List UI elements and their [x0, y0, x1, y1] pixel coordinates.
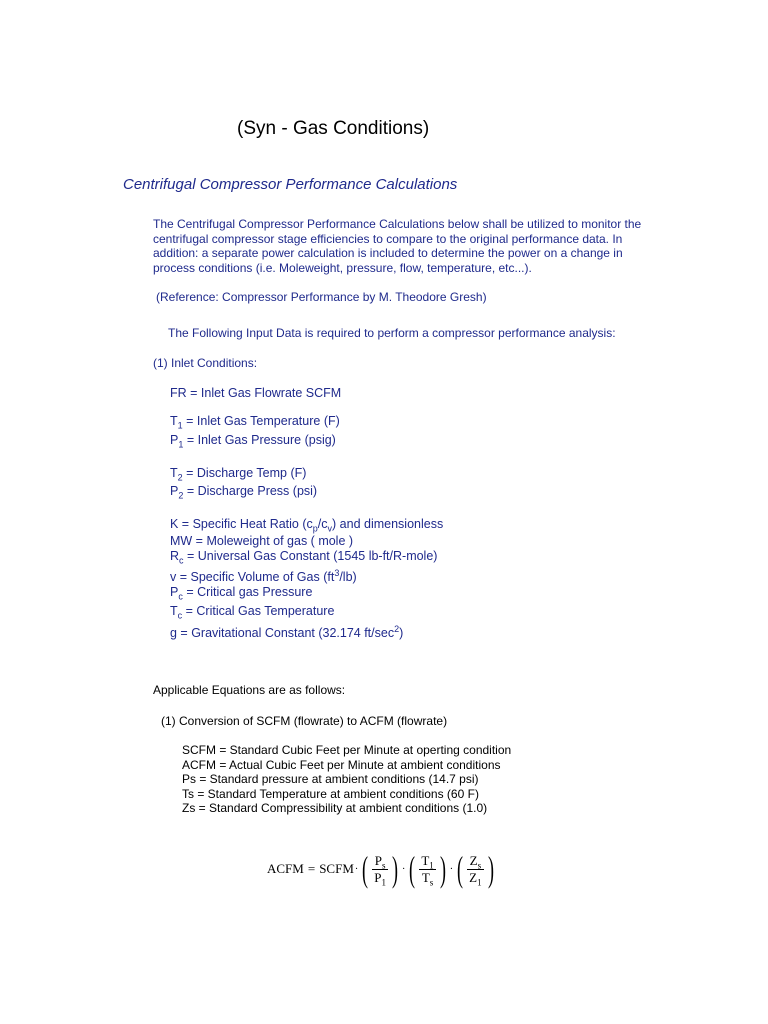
temperature-ratio: ( $\frac{T_1}{T_s}$ ) [409, 849, 446, 889]
rc-definition: $R_c$ = Universal Gas Constant (1545 lb-ft/R-mole) [170, 549, 438, 566]
multiply-dot: · [401, 863, 406, 875]
definition-ps: Ps = Standard pressure at ambient conditions (14.7 psi) [182, 772, 479, 786]
formula-lhs: ACFM [267, 861, 304, 876]
k-definition: K = Specific Heat Ratio $(c_p/c_v)$ and dimensionless [170, 517, 444, 534]
pc-definition: $P_c$ = Critical gas Pressure [170, 585, 313, 602]
reference-note: (Reference: Compressor Performance by M. Theodore Gresh) [156, 290, 487, 304]
tc-definition: $T_c$ = Critical Gas Temperature [170, 604, 335, 621]
g-definition: g = Gravitational Constant (32.174 $ft/\sec^2$) [170, 623, 404, 640]
p2-definition: $P_2$ = Discharge Press (psi) [170, 484, 318, 501]
definition-zs: Zs = Standard Compressibility at ambient conditions (1.0) [182, 801, 488, 815]
inlet-heading: (1) Inlet Conditions: [153, 356, 258, 370]
p1-definition: $P_1$ = Inlet Gas Pressure (psig) [170, 433, 336, 450]
acfm-formula [267, 846, 497, 892]
t1-definition: $T_1$ = Inlet Gas Temperature (F) [170, 414, 340, 431]
formula-scfm: SCFM [319, 861, 354, 876]
definition-scfm: SCFM = Standard Cubic Feet per Minute at operting condition [182, 743, 512, 757]
multiply-dot: · [449, 863, 454, 875]
definition-acfm: ACFM = Actual Cubic Feet per Minute at ambient conditions [182, 757, 501, 772]
page-title: (Syn - Gas Conditions) [237, 118, 430, 139]
compressibility-ratio: ( $\frac{Z_s}{Z_1}$ ) [457, 849, 494, 889]
fr-definition: FR = Inlet Gas Flowrate SCFM [170, 386, 342, 400]
equations-intro: Applicable Equations are as follows: [153, 683, 346, 697]
input-intro: The Following Input Data is required to perform a compressor performance analysis: [168, 326, 616, 340]
mw-definition: MW = Moleweight of gas ( mole ) [170, 534, 354, 548]
intro-paragraph [153, 217, 673, 276]
equation-1-heading: (1) Conversion of SCFM (flowrate) to ACFM (flowrate) [161, 714, 448, 728]
intro-line: addition: a separate power calculation is included to determine the power on a change in [153, 246, 623, 261]
intro-line: The Centrifugal Compressor Performance Calculations below shall be utilized to monitor the [153, 217, 642, 231]
multiply-dot: · [354, 863, 359, 875]
formula-equals: = [307, 861, 316, 876]
t2-definition: $T_2$ = Discharge Temp (F) [170, 466, 307, 483]
section-subtitle: Centrifugal Compressor Performance Calculations [123, 176, 458, 193]
intro-line: process conditions (i.e. Moleweight, pressure, flow, temperature, etc...). [153, 261, 532, 276]
v-definition: v = Specific Volume of Gas $(ft^3/lb)$ [170, 567, 357, 584]
intro-line: centrifugal compressor stage efficiencies to compare to the original performance data. In [153, 231, 623, 246]
definitions-list [182, 743, 511, 816]
pressure-ratio: ( $\frac{P_s}{P_1}$ ) [362, 849, 398, 889]
definition-ts: Ts = Standard Temperature at ambient conditions (60 F) [182, 786, 479, 801]
